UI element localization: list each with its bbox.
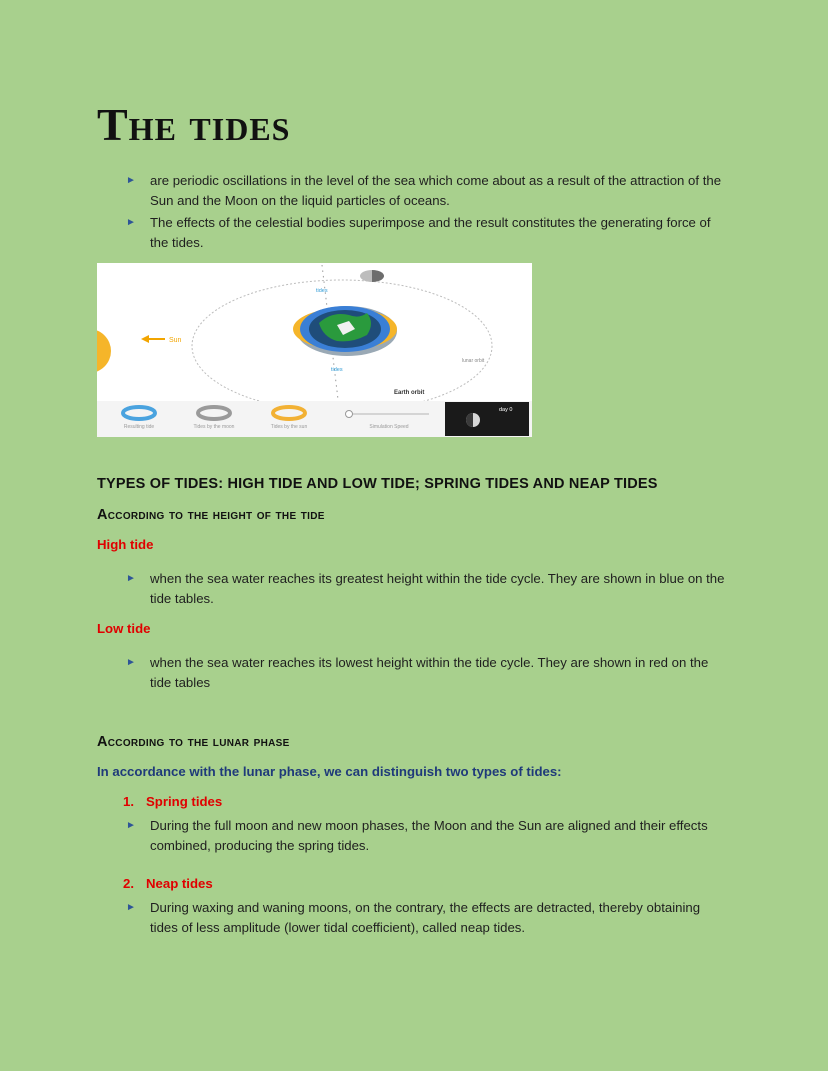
bullet-arrow-icon: ► — [126, 217, 136, 228]
spring-number: 1. — [123, 794, 134, 809]
intro-bullet-text: The effects of the celestial bodies superimpose and the result constitutes the generating force of the tides. — [150, 215, 711, 250]
low-tide-label: Low tide — [97, 621, 151, 636]
spring-text: During the full moon and new moon phases, the Moon and the Sun are aligned and their effects combined, producing the spring tides. — [150, 818, 708, 853]
height-heading: According to the height of the tide — [97, 507, 325, 523]
sun-icon — [97, 329, 111, 373]
spring-tides-bullet — [126, 816, 726, 856]
high-tide-label: High tide — [97, 537, 154, 552]
lunar-orbit-label: lunar orbit — [462, 358, 485, 364]
low-tide-text: when the sea water reaches its lowest height within the tide cycle. They are shown in red on the tide tables — [150, 655, 709, 690]
page-title: The tides — [97, 99, 291, 150]
neap-number: 2. — [123, 876, 134, 891]
legend-label-resulting: Resulting tide — [123, 424, 155, 430]
legend-label-moon: Tides by the moon — [193, 424, 235, 430]
bullet-arrow-icon: ► — [126, 657, 136, 668]
earth-orbit-label: Earth orbit — [394, 390, 425, 396]
tides-bottom-label: tides — [331, 367, 343, 373]
speed-label: Simulation Speed — [369, 424, 409, 430]
bullet-arrow-icon: ► — [126, 820, 136, 831]
neap-text: During waxing and waning moons, on the contrary, the effects are detracted, thereby obtaining tides of less amplitude (lower tidal coefficient), called neap tides. — [150, 900, 701, 935]
lunar-heading: According to the lunar phase — [97, 734, 290, 750]
types-heading: TYPES OF TIDES: HIGH TIDE AND LOW TIDE; SPRING TIDES AND NEAP TIDES — [97, 476, 658, 492]
bullet-arrow-icon: ► — [126, 573, 136, 584]
speed-slider-handle[interactable] — [346, 411, 353, 418]
tide-diagram — [97, 263, 532, 437]
spring-tides-heading — [123, 794, 222, 809]
neap-label: Neap tides — [146, 876, 213, 891]
day-panel — [445, 402, 529, 436]
tides-top-label: tides — [316, 288, 328, 294]
bullet-arrow-icon: ► — [126, 902, 136, 913]
moon-shadow — [372, 270, 384, 282]
low-tide-bullet — [126, 653, 726, 693]
sun-arrow-head — [141, 335, 149, 343]
neap-tides-heading — [123, 876, 213, 891]
legend-label-sun: Tides by the sun — [270, 424, 308, 430]
day-label: day 0 — [499, 407, 513, 413]
tide-simulation-figure — [97, 263, 532, 437]
high-tide-text: when the sea water reaches its greatest height within the tide cycle. They are shown in blue on the tide tables. — [150, 571, 725, 606]
sun-label: Sun — [169, 337, 182, 344]
intro-bullet-1 — [126, 171, 726, 211]
intro-bullet-2 — [126, 213, 726, 253]
high-tide-bullet — [126, 569, 726, 609]
bullet-arrow-icon: ► — [126, 175, 136, 186]
spring-label: Spring tides — [146, 794, 223, 809]
neap-tides-bullet — [126, 898, 726, 938]
intro-bullet-text: are periodic oscillations in the level of the sea which come about as a result of the attraction of the Sun and the Moon on the liquid particles of oceans. — [150, 173, 722, 208]
lunar-intro: In accordance with the lunar phase, we can distinguish two types of tides: — [97, 764, 562, 779]
